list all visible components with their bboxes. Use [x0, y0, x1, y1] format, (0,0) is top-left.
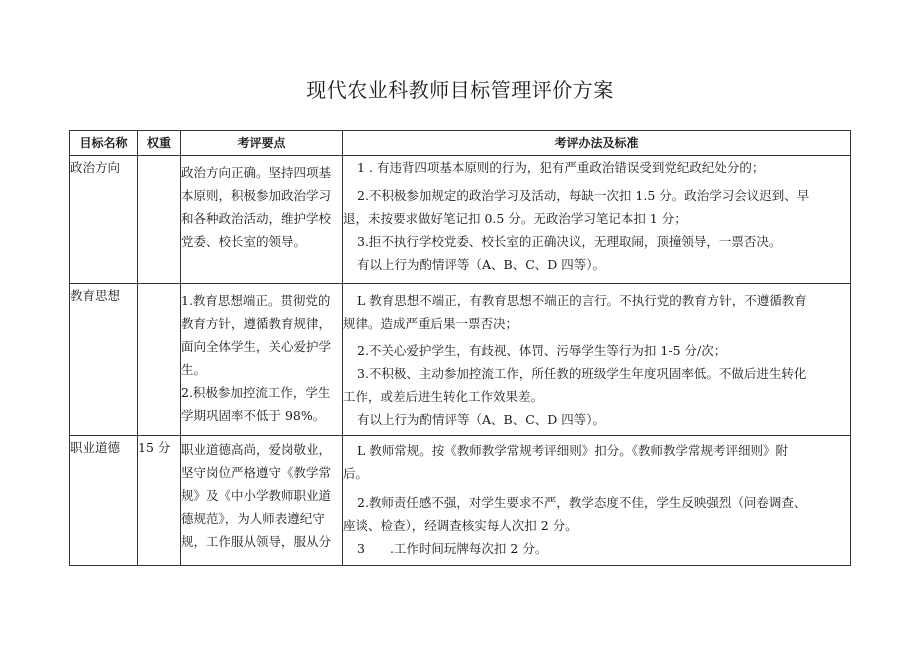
standard-line: 有以上行为酌情评等（A、B、C、D 四等）。	[357, 257, 606, 272]
points-line: 2.积极参加控流工作，学生	[181, 385, 331, 400]
points-line: 党委、校长室的领导。	[181, 234, 307, 249]
row-weight	[138, 284, 181, 436]
points-line: 坚守岗位严格遵守《教学常	[181, 465, 332, 480]
points-line: 本原则，积极参加政治学习	[181, 188, 332, 203]
standard-line: 3 .工作时间玩牌每次扣 2 分。	[357, 541, 548, 556]
evaluation-table	[69, 130, 851, 566]
points-line: 1.教育思想端正。贯彻党的	[181, 293, 331, 308]
row-name: 职业道德	[70, 436, 138, 566]
points-line: 职业道德高尚，爱岗敬业，	[181, 442, 332, 457]
row-name: 政治方向	[70, 156, 138, 284]
points-line: 教育方针，遵循教育规律，	[181, 316, 332, 331]
standard-line: 1 . 有违背四项基本原则的行为，犯有严重政治错误受到党纪政纪处分的；	[357, 160, 765, 175]
standard-line: L 教育思想不端正，有教育思想不端正的言行。不执行党的教育方针，不遵循教育	[357, 293, 807, 308]
standard-line: 工作，或差后进生转化工作效果差。	[343, 389, 544, 404]
table-row	[70, 284, 851, 436]
standard-line: 2.教师责任感不强，对学生要求不严，教学态度不佳，学生反映强烈（问卷调查、	[357, 495, 807, 510]
header-points: 考评要点	[181, 131, 343, 156]
row-standard	[343, 284, 851, 436]
page-title: 现代农业科教师目标管理评价方案	[306, 78, 614, 102]
points-line: 面向全体学生，关心爱护学	[181, 339, 332, 354]
table-row	[70, 436, 851, 566]
header-weight: 权重	[138, 131, 181, 156]
row-weight: 15 分	[138, 436, 181, 566]
standard-line: 规律。造成严重后果一票否决；	[343, 316, 519, 331]
standard-line: 2.不关心爱护学生，有歧视、体罚、污辱学生等行为扣 1-5 分/次；	[357, 343, 727, 358]
points-line: 学期巩固率不低于 98%。	[181, 408, 326, 423]
row-points	[181, 156, 343, 284]
standard-line: 座谈、检查），经调查核实每人次扣 2 分。	[343, 518, 578, 533]
points-line: 规，工作服从领导，服从分	[181, 534, 332, 549]
row-weight	[138, 156, 181, 284]
row-standard	[343, 156, 851, 284]
points-line: 生。	[181, 362, 207, 377]
points-line: 规》及《中小学教师职业道	[181, 488, 332, 503]
points-line: 德规范》，为人师表遵纪守	[181, 511, 325, 526]
header-row	[70, 131, 851, 156]
row-name: 教育思想	[70, 284, 138, 436]
header-name: 目标名称	[70, 131, 138, 156]
points-line: 和各种政治活动，维护学校	[181, 211, 332, 226]
row-standard	[343, 436, 851, 566]
standard-line: 退，未按要求做好笔记扣 0.5 分。无政治学习笔记本扣 1 分；	[343, 211, 687, 226]
standard-line: 有以上行为酌情评等（A、B、C、D 四等）。	[357, 412, 606, 427]
standard-line: 2.不积极参加规定的政治学习及活动，每缺一次扣 1.5 分。政治学习会议迟到、早	[357, 188, 810, 203]
header-standard: 考评办法及标准	[343, 131, 851, 156]
points-line: 政治方向正确。坚持四项基	[181, 165, 332, 180]
row-points	[181, 436, 343, 566]
standard-line: 3.拒不执行学校党委、校长室的正确决议，无理取闹，顶撞领导，一票否决。	[357, 234, 782, 249]
standard-line: 3.不积极、主动参加控流工作，所任教的班级学生年度巩固率低。不做后进生转化	[357, 366, 807, 381]
table-row	[70, 156, 851, 284]
standard-line: L 教师常规。按《教师教学常规考评细则》扣分。《教师教学常规考评细则》附	[357, 443, 789, 458]
row-points	[181, 284, 343, 436]
standard-line: 后。	[343, 466, 369, 481]
